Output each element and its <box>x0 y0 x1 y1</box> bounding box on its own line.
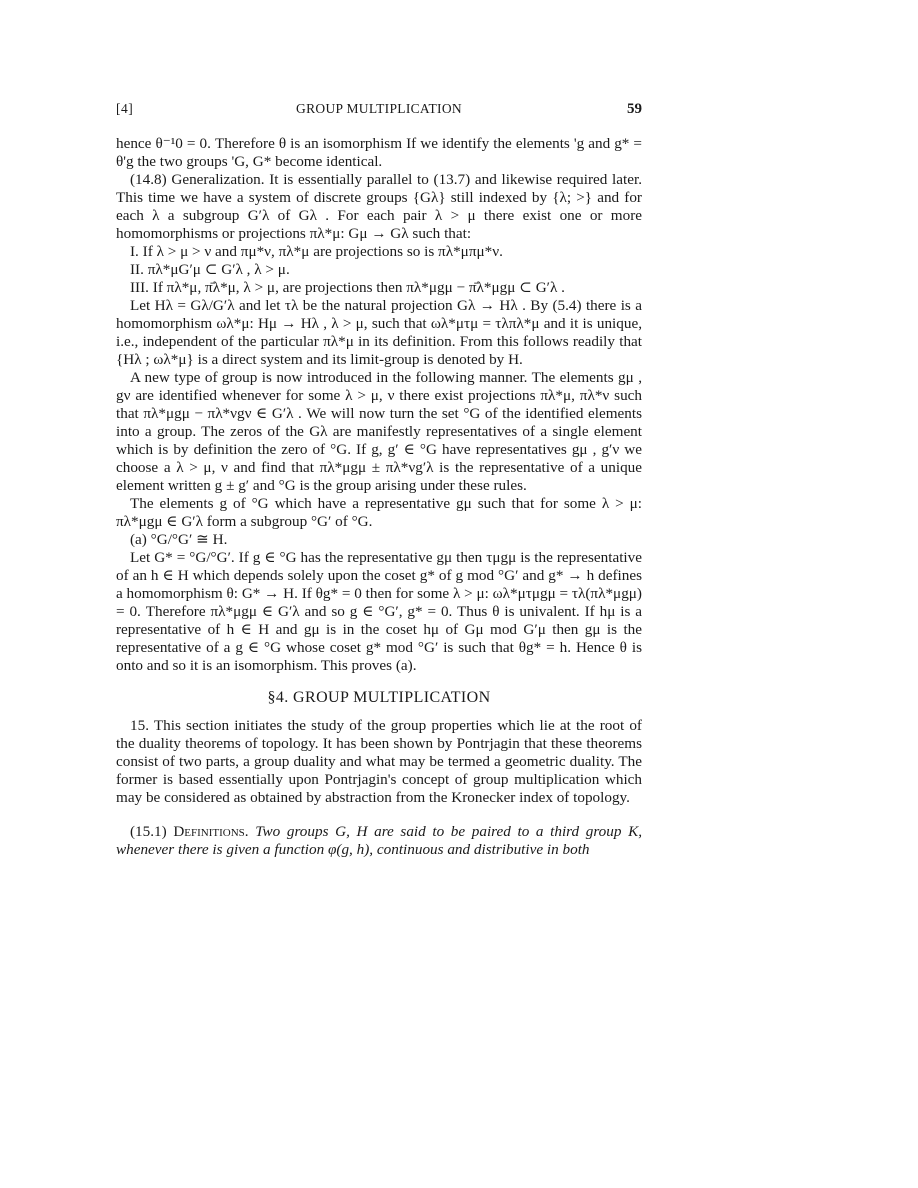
section-heading: §4. GROUP MULTIPLICATION <box>267 689 491 706</box>
paragraph-new-group: A new type of group is now introduced in the following manner. The elements gμ , gν are identified whenever for some λ > μ, ν there exist projections πλ*μ, πλ*ν such that πλ*μgμ − πλ*νgν ∈ G′λ . We will now turn the set °G of the identified elements into a group. The zeros of the Gλ are manifestly representatives of a single element which is by definition the zero of °G. If g, g′ ∈ °G have representatives gμ , g′ν we choose a λ > μ, ν and find that πλ*μgμ ± πλ*νg′λ is the representative of a unique element written g ± g′ and °G is the group arising under these rules. <box>116 369 642 494</box>
condition-iii: III. If πλ*μ, π̄λ*μ, λ > μ, are projections then πλ*μgμ − π̄λ*μgμ ⊂ G′λ . <box>130 279 565 296</box>
spacer <box>116 807 642 823</box>
paragraph-direct-system: Let Hλ = Gλ/G′λ and let τλ be the natural projection Gλ → Hλ . By (5.4) there is a homomorphism ωλ*μ: Hμ → Hλ , λ > μ, such that ωλ*μτμ = τλπλ*μ and it is unique, i.e., independent of the particular πλ*μ in its definition. From this follows readily that {Hλ ; ωλ*μ} is a direct system and its limit-group is denoted by H. <box>116 297 642 368</box>
chapter-number: [4] <box>116 101 134 116</box>
running-header <box>116 100 642 120</box>
paragraph-proof-a: Let G* = °G/°G′. If g ∈ °G has the representative gμ then τμgμ is the representative of an h ∈ H which depends solely upon the coset g* of g mod °G′ and g* → h defines a homomorphism θ: G* → H. If θg* = 0 then for some λ > μ: ωλ*μτμgμ = τλ(πλ*μgμ) = 0. Therefore πλ*μgμ ∈ G′λ and so g ∈ °G′, g* = 0. Thus θ is univalent. If hμ is a representative of h ∈ H and gμ is in the coset hμ of Gμ mod G′μ then gμ is the representative of a g ∈ °G whose coset g* mod °G′ is such that θg* = h. Hence θ is onto and so it is an isomorphism. This proves (a). <box>116 549 642 674</box>
paragraph-isomorphism-conclusion: hence θ⁻¹0 = 0. Therefore θ is an isomorphism If we identify the elements 'g and g* = θ'g the two groups 'G, G* become identical. <box>116 135 642 170</box>
definition-paragraph <box>116 823 642 859</box>
paragraph-subgroup: The elements g of °G which have a representative gμ such that for some λ > μ: πλ*μgμ ∈ G′λ form a subgroup °G′ of °G. <box>116 495 642 530</box>
condition-i: I. If λ > μ > ν and πμ*ν, πλ*μ are projections so is πλ*μπμ*ν. <box>130 243 503 260</box>
definition-label: (15.1) Definitions. <box>130 823 249 840</box>
running-title: GROUP MULTIPLICATION <box>296 101 462 116</box>
page-number: 59 <box>627 101 642 117</box>
condition-ii: II. πλ*μG′μ ⊂ G′λ , λ > μ. <box>130 261 290 278</box>
paragraph-generalization: (14.8) Generalization. It is essentially parallel to (13.7) and likewise required later. This time we have a system of discrete groups {Gλ} still indexed by {λ; >} and for each λ a subgroup G′λ of Gλ . For each pair λ > μ there exist one or more homomorphisms or projections πλ*μ: Gμ → Gλ such that: <box>116 171 642 242</box>
paragraph-section-intro: 15. This section initiates the study of the group properties which lie at the root of the duality theorems of topology. It has been shown by Pontrjagin that these theorems consist of two parts, a group duality and what may be termed a geometric duality. The former is based essentially upon Pontrjagin's concept of group multiplication which may be considered as obtained by abstraction from the Kronecker index of topology. <box>116 717 642 806</box>
definition-text: Two groups G, H are said to be paired to a third group K, whenever there is given a function φ(g, h), continuous and distributive in both <box>116 823 642 858</box>
statement-a: (a) °G/°G′ ≅ H. <box>130 531 228 548</box>
page-body <box>116 135 642 859</box>
